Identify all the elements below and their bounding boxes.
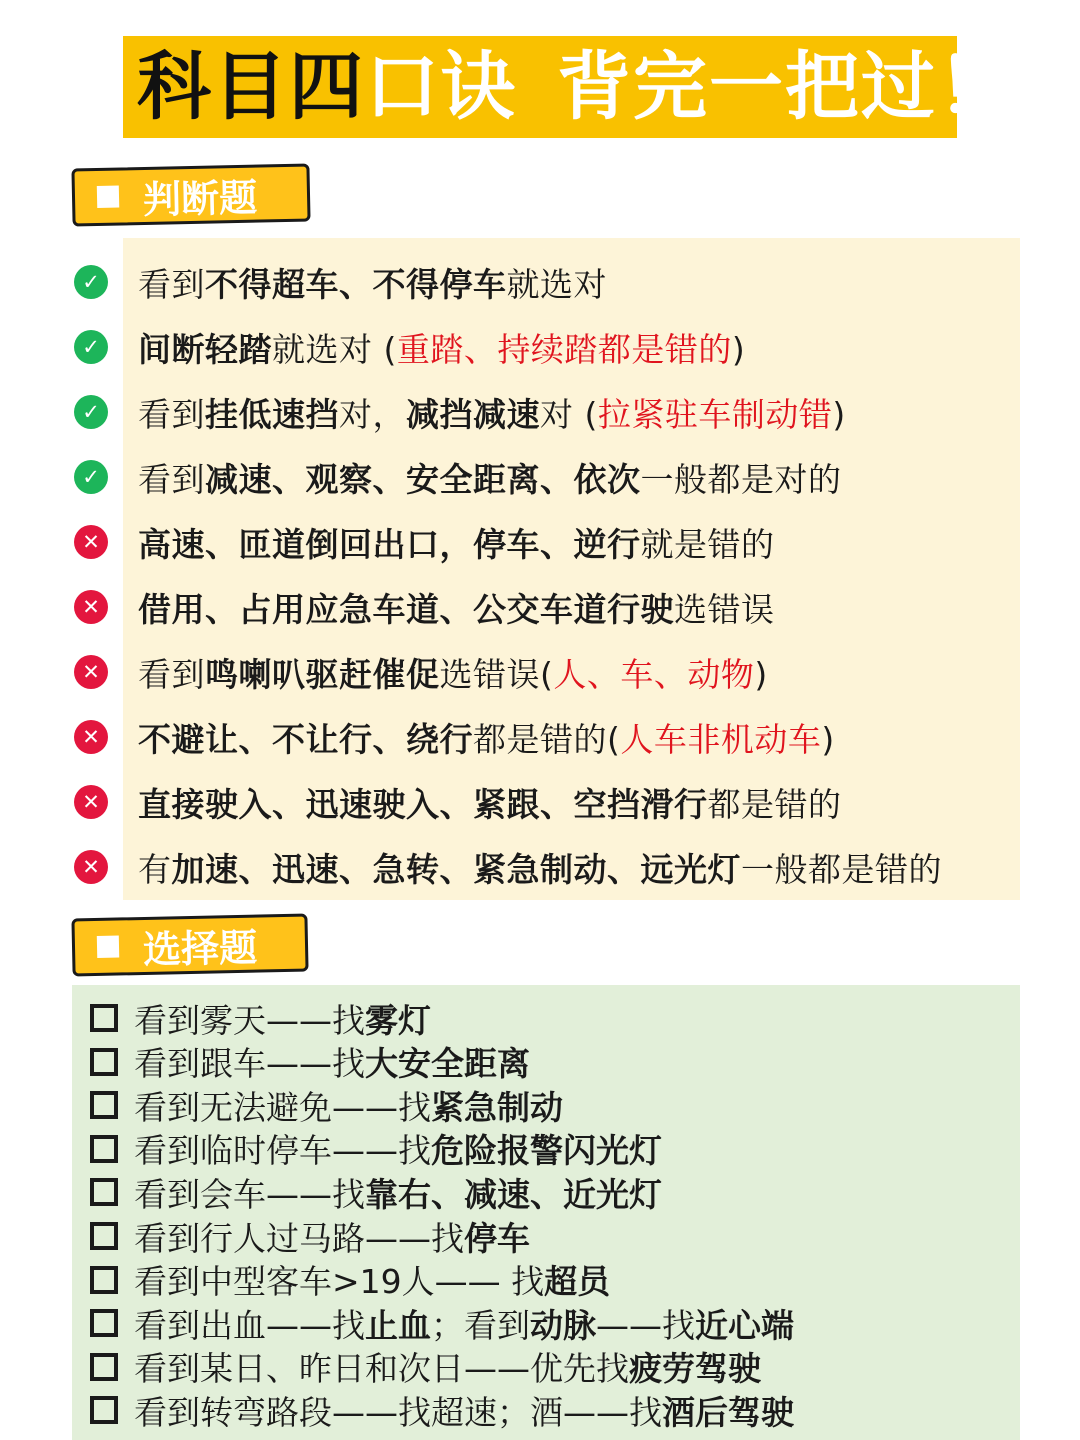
choice-item [90,1303,794,1343]
check-icon: ✓ [74,460,108,494]
text-segment: 都是错的 [707,784,842,824]
bold-keyword: 酒后驾驶 [662,1392,794,1432]
judge-item [74,392,846,432]
choice-item-text [134,1387,794,1434]
choice-item-text [134,995,431,1042]
choice-item [90,1347,761,1387]
check-icon: ✓ [74,395,108,429]
text-segment: 看到 [138,459,205,499]
judge-item-text [138,519,775,566]
text-segment: ) [754,654,768,694]
choice-item [90,1129,662,1169]
text-segment: ) [731,329,746,369]
bold-keyword: 高速、匝道倒回出口，停车、逆行 [138,524,641,564]
checkbox-icon [90,1004,118,1032]
bold-keyword: 加速、迅速、急转、紧急制动、远光灯 [171,849,741,889]
text-segment: 就选对 [506,264,607,304]
choice-item [90,1042,530,1082]
text-segment: ) [832,394,846,434]
choice-item-text [134,1213,530,1260]
red-note: 人车非机动车 [620,719,822,759]
bold-keyword: 大安全距离 [365,1044,530,1084]
choice-item-text [134,1343,761,1390]
judge-item-text [138,259,607,306]
check-icon: ✓ [74,265,108,299]
checkbox-icon [90,1396,118,1424]
text-segment: 看到 [138,264,205,304]
text-segment: 看到行人过马路——找 [134,1218,464,1258]
text-segment: 看到跟车——找 [134,1044,365,1084]
text-segment: 看到出血——找 [134,1305,365,1345]
choice-item-text [134,1169,662,1216]
bold-keyword: 间断轻踏 [138,329,272,369]
choice-item [90,1390,794,1430]
cross-icon: ✕ [74,525,108,559]
judge-item [74,457,842,497]
judge-item-text [138,844,942,891]
bold-keyword: 止血 [365,1305,431,1345]
bold-keyword: 借用、占用应急车道、公交车道行驶 [138,589,674,629]
text-segment: 看到 [138,654,205,694]
checkbox-icon [90,1266,118,1294]
bold-keyword: 近心端 [695,1305,794,1345]
text-segment: 看到雾天——找 [134,1000,365,1040]
cross-icon: ✕ [74,785,108,819]
choice-item-text [134,1082,563,1129]
text-segment: 都是错的( [473,719,621,759]
bold-keyword: 鸣喇叭驱赶催促 [205,654,440,694]
text-segment: 看到转弯路段——找超速；酒——找 [134,1392,662,1432]
section-label-choice: 选择题 [142,925,258,972]
choice-item-text [134,1125,662,1172]
text-segment: 有 [138,849,172,889]
section-label-judge: 判断题 [142,175,258,222]
text-segment: ——找 [596,1305,695,1345]
choice-item-text [134,1300,794,1347]
text-segment: 一般都是错的 [741,849,942,889]
text-segment: 对， [339,394,406,434]
cross-icon: ✕ [74,850,108,884]
checkbox-icon [90,1135,118,1163]
judge-item [74,327,745,367]
cross-icon: ✕ [74,590,108,624]
bold-keyword: 不得超车、不得停车 [205,264,507,304]
bold-keyword: 危险报警闪光灯 [431,1131,662,1171]
bold-keyword: 减速、观察、安全距离、依次 [205,459,641,499]
bold-keyword: 靠右、减速、近光灯 [365,1174,662,1214]
bold-keyword: 不避让、不让行、绕行 [138,719,473,759]
judge-item [74,847,942,887]
judge-item-text [138,649,768,696]
text-segment: 就选对 ( [272,329,397,369]
bold-keyword: 减挡减速 [406,394,540,434]
choice-item-text [134,1038,530,1085]
cross-icon: ✕ [74,655,108,689]
judge-item [74,587,775,627]
text-segment: 一般都是对的 [640,459,842,499]
bold-keyword: 超员 [544,1262,611,1302]
bold-keyword: 直接驶入、迅速驶入、紧跟、空挡滑行 [138,784,708,824]
judge-item-text [138,324,745,371]
text-segment: ) [821,719,835,759]
section-tag-judge [71,164,310,227]
text-segment: 看到中型客车>19人—— 找 [134,1262,545,1302]
choice-item [90,1172,662,1212]
bold-keyword: 疲劳驾驶 [629,1349,761,1389]
title-banner [123,36,1013,138]
bold-keyword: 动脉 [530,1305,596,1345]
judge-item [74,652,768,692]
choice-item-text [134,1256,610,1303]
title-part-subject: 科目四 [137,44,365,130]
bold-keyword: 挂低速挡 [205,394,339,434]
judge-item [74,522,775,562]
checkbox-icon [90,1091,118,1119]
bold-keyword: 紧急制动 [431,1087,563,1127]
text-segment: 对 ( [540,394,598,434]
judge-item-text [138,389,846,436]
title-part-slogan: 背完一把过！ [557,44,1013,130]
section-tag-choice [71,914,308,977]
judge-item-text [138,714,835,761]
checkbox-icon [90,1048,118,1076]
text-segment: 看到会车——找 [134,1174,365,1214]
title-part-mnemonic: 口诀 [365,44,517,130]
square-bullet-icon [97,935,119,957]
square-bullet-icon [97,186,119,208]
choice-item [90,1085,563,1125]
judge-item-text [138,779,842,826]
text-segment: 选错误( [439,654,554,694]
red-note: 拉紧驻车制动错 [597,394,833,434]
bold-keyword: 停车 [464,1218,530,1258]
judge-item-text [138,584,775,631]
choice-item [90,998,431,1038]
text-segment: 看到某日、昨日和次日——优先找 [134,1349,629,1389]
red-note: 人、车、动物 [553,654,755,694]
cross-icon: ✕ [74,720,108,754]
text-segment: 看到临时停车——找 [134,1131,431,1171]
red-note: 重踏、持续踏都是错的 [396,329,732,369]
page-title [137,44,1013,130]
checkbox-icon [90,1309,118,1337]
judge-item-text [138,454,842,501]
text-segment: ；看到 [431,1305,530,1345]
text-segment: 就是错的 [640,524,775,564]
text-segment: 选错误 [674,589,775,629]
text-segment: 看到 [138,394,205,434]
check-icon: ✓ [74,330,108,364]
checkbox-icon [90,1178,118,1206]
bold-keyword: 雾灯 [365,1000,431,1040]
judge-item [74,262,607,302]
choice-item [90,1216,530,1256]
checkbox-icon [90,1222,118,1250]
choice-item [90,1260,610,1300]
checkbox-icon [90,1353,118,1381]
judge-item [74,717,835,757]
text-segment: 看到无法避免——找 [134,1087,431,1127]
judge-item [74,782,842,822]
